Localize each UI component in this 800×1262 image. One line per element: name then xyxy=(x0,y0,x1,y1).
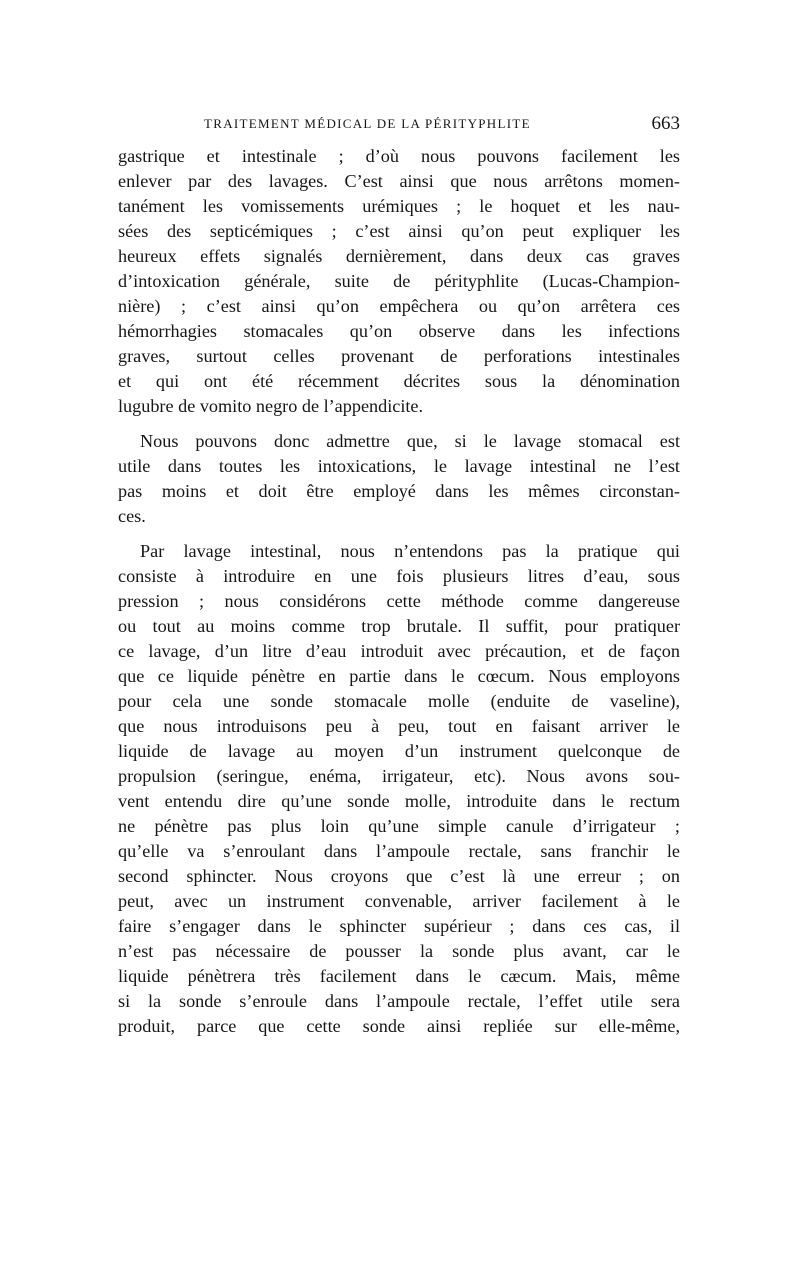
text-line: pour cela une sonde stomacale molle (enduite de vaseline), xyxy=(118,691,680,711)
text-line: tanément les vomissements urémiques ; le hoquet et les nau- xyxy=(118,196,680,216)
text-line: graves, surtout celles provenant de perforations intestinales xyxy=(118,346,680,366)
text-line: propulsion (seringue, enéma, irrigateur, etc). Nous avons sou- xyxy=(118,766,680,786)
text-line: n’est pas nécessaire de pousser la sonde plus avant, car le xyxy=(118,941,680,961)
text-line: liquide pénètrera très facilement dans le cæcum. Mais, même xyxy=(118,966,680,986)
text-line: hémorrhagies stomacales qu’on observe dans les infections xyxy=(118,321,680,341)
paragraph-1 xyxy=(118,144,680,419)
text-line: pression ; nous considérons cette méthode comme dangereuse xyxy=(118,591,680,611)
text-line: faire s’engager dans le sphincter supérieur ; dans ces cas, il xyxy=(118,916,680,936)
text-line: liquide de lavage au moyen d’un instrument quelconque de xyxy=(118,741,680,761)
text-line: Par lavage intestinal, nous n’entendons pas la pratique qui xyxy=(140,541,680,561)
text-line: pas moins et doit être employé dans les mêmes circonstan- xyxy=(118,481,680,501)
text-line: vent entendu dire qu’une sonde molle, introduite dans le rectum xyxy=(118,791,680,811)
text-line: qu’elle va s’enroulant dans l’ampoule rectale, sans franchir le xyxy=(118,841,680,861)
text-line: second sphincter. Nous croyons que c’est là une erreur ; on xyxy=(118,866,680,886)
text-line: ne pénètre pas plus loin qu’une simple canule d’irrigateur ; xyxy=(118,816,680,836)
text-line: ou tout au moins comme trop brutale. Il suffit, pour pratiquer xyxy=(118,616,680,636)
text-line: ce lavage, d’un litre d’eau introduit avec précaution, et de façon xyxy=(118,641,680,661)
text-line: sées des septicémiques ; c’est ainsi qu’on peut expliquer les xyxy=(118,221,680,241)
text-line: enlever par des lavages. C’est ainsi que nous arrêtons momen- xyxy=(118,171,680,191)
paragraph-2 xyxy=(118,429,680,529)
text-line: d’intoxication générale, suite de pérityphlite (Lucas-Champion- xyxy=(118,271,680,291)
running-header xyxy=(118,112,680,136)
page-number: 663 xyxy=(651,113,680,134)
text-line: si la sonde s’enroule dans l’ampoule rectale, l’effet utile sera xyxy=(118,991,680,1011)
text-line: gastrique et intestinale ; d’où nous pouvons facilement les xyxy=(118,146,680,166)
text-line: utile dans toutes les intoxications, le lavage intestinal ne l’est xyxy=(118,456,680,476)
text-line: produit, parce que cette sonde ainsi repliée sur elle-même, xyxy=(118,1016,680,1036)
text-line: consiste à introduire en une fois plusieurs litres d’eau, sous xyxy=(118,566,680,586)
text-line: et qui ont été récemment décrites sous la dénomination xyxy=(118,371,680,391)
text-line: peut, avec un instrument convenable, arriver facilement à le xyxy=(118,891,680,911)
paragraph-3 xyxy=(118,539,680,1039)
book-page xyxy=(118,112,680,1039)
text-line: Nous pouvons donc admettre que, si le lavage stomacal est xyxy=(140,431,680,451)
text-line: nière) ; c’est ainsi qu’on empêchera ou qu’on arrêtera ces xyxy=(118,296,680,316)
text-line: lugubre de vomito negro de l’appendicite. xyxy=(118,396,424,416)
text-line: heureux effets signalés dernièrement, dans deux cas graves xyxy=(118,246,680,266)
text-line: ces. xyxy=(118,506,146,526)
running-title: TRAITEMENT MÉDICAL DE LA PÉRITYPHLITE xyxy=(204,116,531,131)
text-line: que nous introduisons peu à peu, tout en faisant arriver le xyxy=(118,716,680,736)
text-line: que ce liquide pénètre en partie dans le cœcum. Nous employons xyxy=(118,666,680,686)
